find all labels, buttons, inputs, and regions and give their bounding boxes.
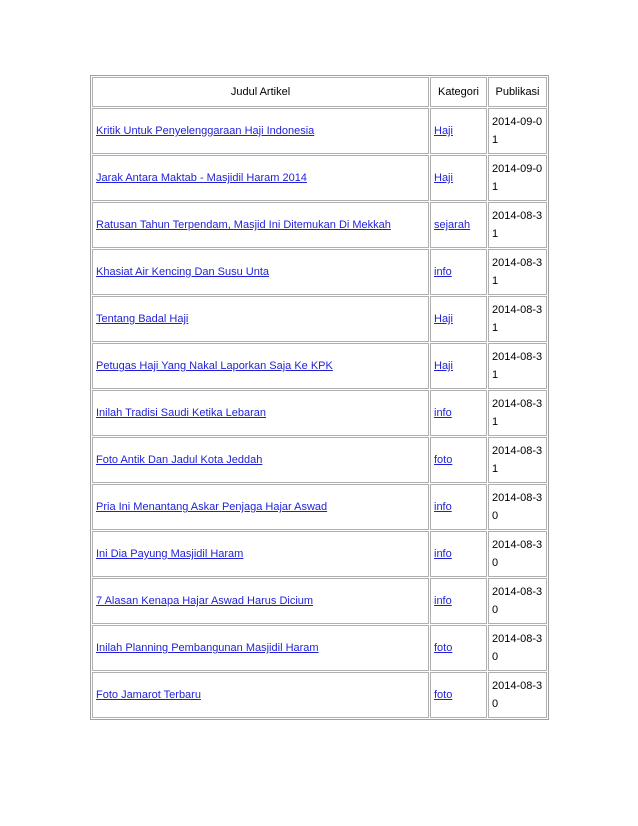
article-title-cell — [92, 249, 429, 295]
article-category-cell — [430, 578, 487, 624]
article-category-cell — [430, 108, 487, 154]
article-title-cell — [92, 296, 429, 342]
table-row — [92, 672, 547, 718]
table-row — [92, 249, 547, 295]
article-title-link[interactable]: Ratusan Tahun Terpendam, Masjid Ini Ditemukan Di Mekkah — [96, 219, 391, 231]
article-category-link[interactable]: info — [434, 501, 452, 513]
table-row — [92, 202, 547, 248]
article-category-cell — [430, 202, 487, 248]
article-published-date: 2014-08-30 — [488, 531, 547, 577]
article-title-link[interactable]: 7 Alasan Kenapa Hajar Aswad Harus Dicium — [96, 595, 314, 607]
article-published-date: 2014-09-01 — [488, 155, 547, 201]
article-category-link[interactable]: info — [434, 595, 452, 607]
article-title-link[interactable]: Inilah Planning Pembangunan Masjidil Haram — [96, 642, 319, 654]
table-row — [92, 531, 547, 577]
article-title-cell — [92, 672, 429, 718]
article-category-cell — [430, 296, 487, 342]
article-title-link[interactable]: Pria Ini Menantang Askar Penjaga Hajar Aswad — [96, 501, 328, 513]
article-category-cell — [430, 484, 487, 530]
article-category-cell — [430, 531, 487, 577]
table-header-row — [92, 77, 547, 107]
article-title-link[interactable]: Foto Antik Dan Jadul Kota Jeddah — [96, 454, 263, 466]
article-title-link[interactable]: Petugas Haji Yang Nakal Laporkan Saja Ke KPK — [96, 360, 333, 372]
table-row — [92, 296, 547, 342]
article-title-cell — [92, 531, 429, 577]
article-published-date: 2014-08-31 — [488, 202, 547, 248]
article-title-cell — [92, 155, 429, 201]
article-category-link[interactable]: foto — [434, 689, 453, 701]
article-title-link[interactable]: Tentang Badal Haji — [96, 313, 189, 325]
article-published-date: 2014-08-31 — [488, 437, 547, 483]
table-row — [92, 343, 547, 389]
article-category-cell — [430, 343, 487, 389]
article-published-date: 2014-08-30 — [488, 625, 547, 671]
articles-table — [90, 75, 549, 720]
article-category-link[interactable]: Haji — [434, 313, 453, 325]
article-published-date: 2014-08-30 — [488, 578, 547, 624]
article-category-link[interactable]: sejarah — [434, 219, 471, 231]
article-title-link[interactable]: Kritik Untuk Penyelenggaraan Haji Indonesia — [96, 125, 315, 137]
article-category-link[interactable]: Haji — [434, 360, 453, 372]
table-row — [92, 390, 547, 436]
article-category-cell — [430, 155, 487, 201]
article-title-cell — [92, 343, 429, 389]
header-published: Publikasi — [488, 77, 547, 107]
article-published-date: 2014-08-31 — [488, 249, 547, 295]
article-title-cell — [92, 108, 429, 154]
table-row — [92, 484, 547, 530]
article-category-cell — [430, 437, 487, 483]
table-row — [92, 155, 547, 201]
article-published-date: 2014-08-31 — [488, 390, 547, 436]
article-title-link[interactable]: Ini Dia Payung Masjidil Haram — [96, 548, 244, 560]
article-category-cell — [430, 625, 487, 671]
article-title-link[interactable]: Foto Jamarot Terbaru — [96, 689, 201, 701]
article-category-link[interactable]: info — [434, 407, 452, 419]
article-title-link[interactable]: Jarak Antara Maktab - Masjidil Haram 2014 — [96, 172, 307, 184]
table-row — [92, 625, 547, 671]
table-row — [92, 108, 547, 154]
header-title: Judul Artikel — [92, 77, 429, 107]
article-title-cell — [92, 202, 429, 248]
article-published-date: 2014-08-30 — [488, 672, 547, 718]
article-title-link[interactable]: Inilah Tradisi Saudi Ketika Lebaran — [96, 407, 266, 419]
article-published-date: 2014-08-30 — [488, 484, 547, 530]
article-title-link[interactable]: Khasiat Air Kencing Dan Susu Unta — [96, 266, 270, 278]
article-published-date: 2014-09-01 — [488, 108, 547, 154]
article-category-link[interactable]: Haji — [434, 172, 453, 184]
article-category-link[interactable]: Haji — [434, 125, 453, 137]
table-row — [92, 437, 547, 483]
article-category-link[interactable]: foto — [434, 454, 453, 466]
article-published-date: 2014-08-31 — [488, 343, 547, 389]
article-title-cell — [92, 437, 429, 483]
table-row — [92, 578, 547, 624]
article-category-link[interactable]: info — [434, 266, 452, 278]
header-category: Kategori — [430, 77, 487, 107]
table-body — [92, 108, 547, 718]
article-category-link[interactable]: foto — [434, 642, 453, 654]
article-title-cell — [92, 390, 429, 436]
article-category-cell — [430, 672, 487, 718]
article-category-cell — [430, 390, 487, 436]
article-category-cell — [430, 249, 487, 295]
article-title-cell — [92, 484, 429, 530]
article-title-cell — [92, 625, 429, 671]
article-published-date: 2014-08-31 — [488, 296, 547, 342]
article-title-cell — [92, 578, 429, 624]
article-category-link[interactable]: info — [434, 548, 452, 560]
